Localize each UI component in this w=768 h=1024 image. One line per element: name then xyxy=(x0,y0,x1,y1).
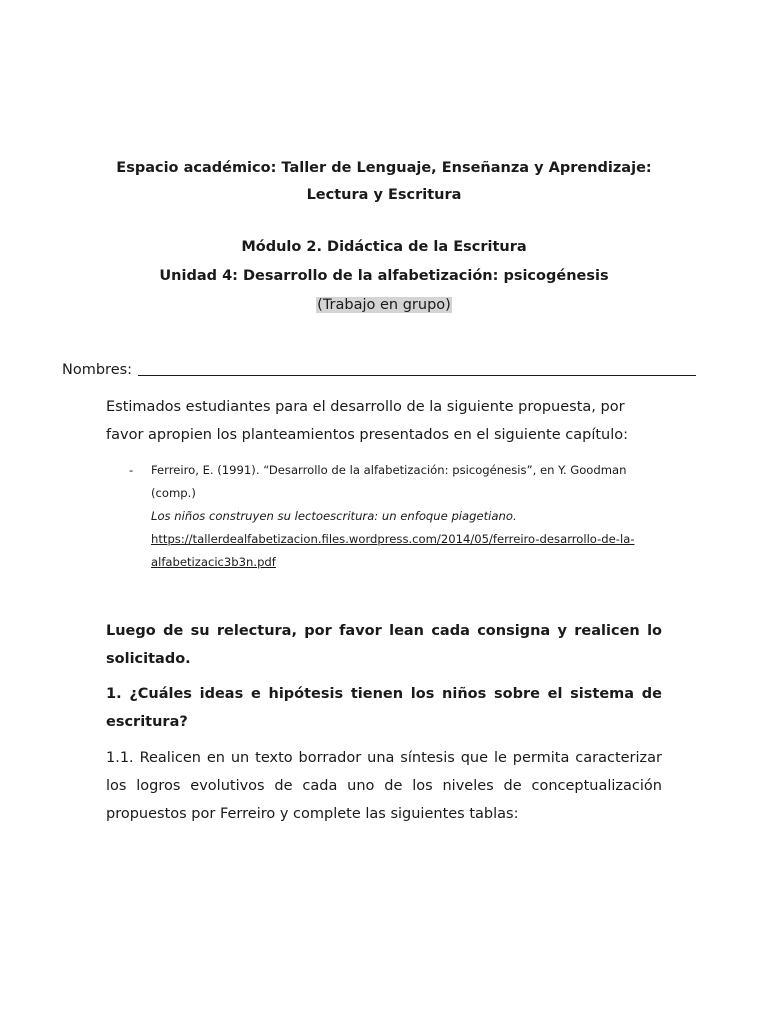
reference-book-title: Los niños construyen su lectoescritura: un enfoque piagetiano. xyxy=(151,509,517,523)
reference-link[interactable]: https://tallerdealfabetizacion.files.wordpress.com/2014/05/ferreiro-desarrollo-de-la- xyxy=(151,532,635,546)
question-1: 1. ¿Cuáles ideas e hipótesis tienen los niños sobre el sistema de escritura? xyxy=(106,686,662,730)
reference-item xyxy=(130,459,650,574)
reference-citation: Ferreiro, E. (1991). “Desarrollo de la alfabetización: psicogénesis”, en Y. Goodman (comp.) xyxy=(151,463,627,500)
instruction-paragraph: Luego de su relectura, por favor lean cada consigna y realicen lo solicitado. xyxy=(106,623,662,667)
module-title: Módulo 2. Didáctica de la Escritura xyxy=(241,239,527,255)
group-work-note-row xyxy=(0,297,768,313)
reference-bullet: - xyxy=(129,463,134,477)
names-label: Nombres: xyxy=(62,362,133,378)
reference-link-continued[interactable]: alfabetizacic3b3n.pdf xyxy=(151,555,276,569)
task-1-1: 1.1. Realicen en un texto borrador una síntesis que le permita caracterizar los logros evolutivos de cada uno de los niveles de conceptualización propuestos por Ferreiro y complete las siguientes tablas: xyxy=(106,750,662,822)
course-title-line1: Espacio académico: Taller de Lenguaje, Enseñanza y Aprendizaje: xyxy=(116,160,652,176)
unit-title: Unidad 4: Desarrollo de la alfabetización: psicogénesis xyxy=(159,268,609,284)
course-title-line2: Lectura y Escritura xyxy=(306,187,462,203)
group-work-note: (Trabajo en grupo) xyxy=(317,297,451,313)
intro-paragraph: Estimados estudiantes para el desarrollo de la siguiente propuesta, por favor apropien los planteamientos presentados en el siguiente capítulo: xyxy=(106,399,629,443)
names-field xyxy=(62,361,696,378)
names-blank-line xyxy=(138,361,696,376)
